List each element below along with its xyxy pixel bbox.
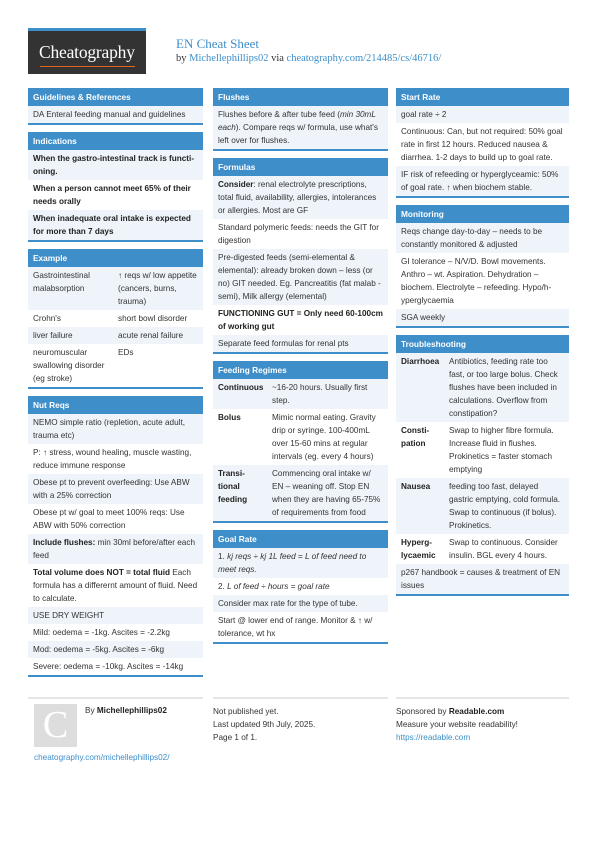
byline <box>176 53 441 64</box>
block-title: Flushes <box>213 88 388 106</box>
list-item <box>213 176 388 219</box>
table-row <box>28 327 203 344</box>
logo-underline <box>40 66 135 67</box>
page-count: Page 1 of 1. <box>213 733 258 742</box>
item-number: 1. <box>218 552 228 561</box>
table-row <box>28 344 203 387</box>
author-footer <box>28 697 203 767</box>
list-item: Obese pt w/ goal to meet 100% reqs: Use ABW with 50% correction <box>28 504 203 534</box>
sponsor-link[interactable]: https://readable.com <box>396 733 471 742</box>
cell-value: acute renal failure <box>118 331 184 340</box>
troubleshooting-block <box>396 335 569 596</box>
list-item: IF risk of refeeding or hyperglyceamic: 50% of goal rate. ↑ when biochem stable. <box>396 166 569 196</box>
example-block <box>28 249 203 389</box>
indications-block <box>28 132 203 242</box>
cell-key: Nausea <box>401 482 431 491</box>
list-item: Mild: oedema = -1kg. Ascites = -2.2kg <box>28 624 203 641</box>
block-title: Example <box>28 249 203 267</box>
sponsored-by <box>396 705 569 718</box>
cell-key: liver failure <box>33 331 73 340</box>
list-item: Consider max rate for the type of tube. <box>213 595 388 612</box>
cell-key: Gastrointestinal malabsorption <box>33 271 90 293</box>
bold-label: Total volume does NOT = total fluid <box>33 568 170 577</box>
last-updated: Last updated 9th July, 2025. <box>213 720 316 729</box>
list-item <box>28 534 203 564</box>
cell-value: Commencing oral intake w/ EN – weaning off. Stop EN when they are having 65-75% of requirements from food <box>272 469 381 517</box>
column-3 <box>396 88 569 603</box>
table-row <box>28 310 203 327</box>
published-status: Not published yet. <box>213 707 279 716</box>
list-item: When inadequate oral intake is expected for more than 7 days <box>28 210 203 240</box>
list-item <box>213 106 388 149</box>
by-author <box>85 706 167 715</box>
list-item: Continuous: Can, but not required: 50% goal rate in first 12 hours. Reduced nausea & diarrhea. 1-2 days to build up to goal rate. <box>396 123 569 166</box>
cell-key: Transi-tional feeding <box>218 469 248 504</box>
cell-value: Antibiotics, feeding rate too fast, or too large bolus. Check flushes have been included in calculations. Overflow from constipation? <box>449 357 558 418</box>
list-item <box>28 564 203 607</box>
column-2 <box>213 88 388 651</box>
list-item: When the gastro-intestinal track is functi-oning. <box>28 150 203 180</box>
italic-text: min 30mL each <box>218 110 376 132</box>
list-item: When a person cannot meet 65% of their needs orally <box>28 180 203 210</box>
publish-info <box>213 697 388 744</box>
item-text: Each formula has a differernt amount of fluid. Need to calculate. <box>33 568 198 603</box>
avatar: C <box>34 704 77 747</box>
list-item: Standard polymeric feeds: needs the GIT for digestion <box>213 219 388 249</box>
nut-reqs-block <box>28 396 203 677</box>
cell-value: ↑ reqs w/ low appetite (cancers, burns, trauma) <box>118 271 197 306</box>
list-item <box>213 578 388 595</box>
formulas-block <box>213 158 388 354</box>
item-number: 2. <box>218 582 228 591</box>
monitoring-block <box>396 205 569 328</box>
list-item: Obese pt to prevent overfeeding: Use ABW with a 25% correction <box>28 474 203 504</box>
item-text: Flushes before & after tube feed ( <box>218 110 340 119</box>
cell-key: neuromuscular swallowing disorder (eg stroke) <box>33 348 105 383</box>
cell-value: short bowl disorder <box>118 314 188 323</box>
cell-key: Bolus <box>218 413 241 422</box>
table-row <box>213 379 388 409</box>
sheet-url-link[interactable]: cheatography.com/214485/cs/46716/ <box>286 53 442 64</box>
guidelines-block <box>28 88 203 125</box>
logo-text: Cheatography <box>39 42 135 62</box>
sponsored-label: Sponsored by <box>396 707 449 716</box>
column-1 <box>28 88 203 684</box>
list-item: goal rate ÷ 2 <box>396 106 569 123</box>
list-item: Reqs change day-to-day – needs to be constantly monitored & adjusted <box>396 223 569 253</box>
block-title: Goal Rate <box>213 530 388 548</box>
table-row <box>396 422 569 478</box>
block-title: Monitoring <box>396 205 569 223</box>
list-item: Start @ lower end of range. Monitor & ↑ w/ tolerance, wt hx <box>213 612 388 642</box>
cell-value: Swap to continuous. Consider insulin. BGL every 4 hours. <box>449 538 558 560</box>
cell-key: Crohn's <box>33 314 61 323</box>
italic-text: kj reqs ÷ kj 1L feed = L of feed need to meet reqs. <box>218 552 367 574</box>
sponsor-name: Readable.com <box>448 707 505 716</box>
list-item: USE DRY WEIGHT <box>28 607 203 624</box>
list-item: Pre-digested feeds (semi-elemental & elemental): already broken down – less (or no) GIT needed. Eg. Pancreatitis (fat malab - semi), Milk allergy (elemental) <box>213 249 388 305</box>
table-row <box>396 353 569 422</box>
list-item: DA Enteral feeding manual and guidelines <box>28 106 203 123</box>
cell-value: feeding too fast, delayed gastric emptying, cold formula. Swap to continuous (if bolus). Prokinetics. <box>449 482 561 530</box>
list-item: SGA weekly <box>396 309 569 326</box>
item-text: min 30ml before/after each feed <box>33 538 195 560</box>
cell-key: Continuous <box>218 383 264 392</box>
via-text: via <box>268 53 287 64</box>
goal-rate-block <box>213 530 388 644</box>
author-name[interactable]: Michellephillips02 <box>96 706 167 715</box>
list-item <box>213 548 388 578</box>
bold-label: Include flushes: <box>33 538 96 547</box>
italic-text: L of feed ÷ hours = goal rate <box>227 582 330 591</box>
block-title: Indications <box>28 132 203 150</box>
list-item: GI tolerance – N/V/D. Bowl movements. Anthro – wt. Aspiration. Dehydration – biochem. Electrolyte – refeeding. Hypo/h-yperglycaemia <box>396 253 569 309</box>
cell-value: EDs <box>118 348 134 357</box>
sponsor-tagline: Measure your website readability! <box>396 720 518 729</box>
cell-value: Mimic normal eating. Gravity drip or syringe. 100-400mL over 15-60 mins at regular intervals (eg. every 4 hours) <box>272 413 376 461</box>
page-title: EN Cheat Sheet <box>176 36 260 51</box>
list-item: NEMO simple ratio (repletion, acute adult, trauma etc) <box>28 414 203 444</box>
flushes-block <box>213 88 388 151</box>
block-title: Start Rate <box>396 88 569 106</box>
table-row <box>213 409 388 465</box>
list-item: P: ↑ stress, wound healing, muscle wasting, reduce immune response <box>28 444 203 474</box>
list-item: FUNCTIONING GUT = Only need 60-100cm of working gut <box>213 305 388 335</box>
cheatography-logo[interactable] <box>28 28 146 74</box>
block-title: Feeding Regimes <box>213 361 388 379</box>
start-rate-block <box>396 88 569 198</box>
author-profile-link[interactable]: cheatography.com/michellephillips02/ <box>34 753 170 762</box>
author-link[interactable]: Michellephillips02 <box>189 53 269 64</box>
table-row <box>213 465 388 521</box>
title-block <box>176 36 441 64</box>
item-text: ). Compare reqs w/ formula, use what's left over for flushes. <box>218 123 378 145</box>
page-header <box>28 28 600 74</box>
table-row <box>28 267 203 310</box>
cell-value: ~16-20 hours. Usually first step. <box>272 383 368 405</box>
list-item: p267 handbook = causes & treatment of EN issues <box>396 564 569 594</box>
block-title: Troubleshooting <box>396 335 569 353</box>
list-item: Severe: oedema = -10kg. Ascites = -14kg <box>28 658 203 675</box>
cell-key: Diarrhoea <box>401 357 440 366</box>
block-title: Nut Reqs <box>28 396 203 414</box>
cell-key: Consti-pation <box>401 426 430 448</box>
list-item: Mod: oedema = -5kg. Ascites = -6kg <box>28 641 203 658</box>
feeding-regimes-block <box>213 361 388 523</box>
sponsor-info <box>396 697 569 744</box>
item-text: : renal electrolyte prescriptions, total fluid, availability, allergies, intolerances or allergies. Most are GF <box>218 180 377 215</box>
cell-value: Swap to higher fibre formula. Increase fluid in flushes. Prokinetics = faster stomach emptying <box>449 426 554 474</box>
table-row <box>396 478 569 534</box>
by-prefix: by <box>176 53 190 64</box>
block-title: Guidelines & References <box>28 88 203 106</box>
table-row <box>396 534 569 564</box>
bold-label: Consider <box>218 180 254 189</box>
cell-key: Hyperg-lycaemic <box>401 538 436 560</box>
block-title: Formulas <box>213 158 388 176</box>
list-item: Separate feed formulas for renal pts <box>213 335 388 352</box>
by-label: By <box>85 706 97 715</box>
